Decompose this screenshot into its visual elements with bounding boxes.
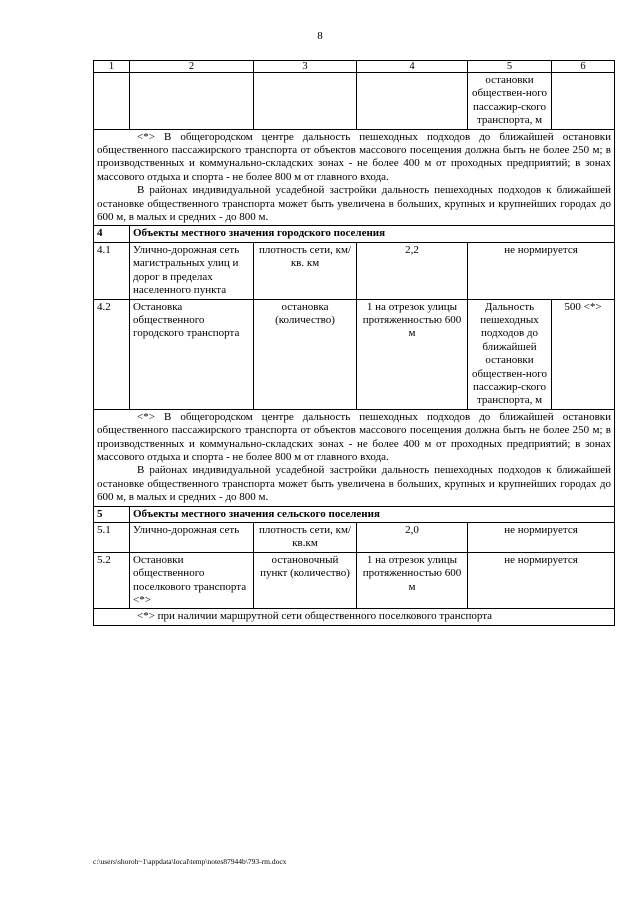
col-num-5: 5 bbox=[468, 61, 552, 73]
column-number-row bbox=[94, 61, 615, 73]
section-4-header bbox=[94, 226, 615, 242]
note-1-paragraph-2: В районах индивидуальной усадебной застройки дальность пешеходных подходов к ближайшей остановке общественного транспорта может быть увеличена в больших, крупных и крупнейших городах до 600 м, в малых и средних - до 800 м. bbox=[97, 184, 611, 224]
section-4-title: Объекты местного значения городского поселения bbox=[130, 226, 615, 242]
row-4-2-num: 4.2 bbox=[94, 299, 130, 409]
table-row bbox=[94, 523, 615, 553]
row-4-2-access-label: Дальность пешеходных подходов до ближайшей остановки обществен-ного пассажир-ского транспорта, м bbox=[468, 299, 552, 409]
section-5-note-row bbox=[94, 609, 615, 625]
row-5-2-access: не нормируется bbox=[468, 552, 615, 609]
section-5-header bbox=[94, 506, 615, 522]
row-5-1-value: 2,0 bbox=[357, 523, 468, 553]
section-4-num: 4 bbox=[94, 226, 130, 242]
continued-access-label: остановки обществен-ного пассажир-ского транспорта, м bbox=[468, 73, 552, 130]
note-2-paragraph-2: В районах индивидуальной усадебной застройки дальность пешеходных подходов к ближайшей остановке общественного транспорта может быть увеличена в больших, крупных и крупнейших городах до 600 м, в малых и средних - до 800 м. bbox=[97, 464, 611, 504]
table-row bbox=[94, 242, 615, 299]
row-5-2-name: Остановки общественного поселкового транспорта <*> bbox=[130, 552, 254, 609]
row-4-1-access: не нормируется bbox=[468, 242, 615, 299]
section-5-title: Объекты местного значения сельского поселения bbox=[130, 506, 615, 522]
row-4-2-value: 1 на отрезок улицы протяженностью 600 м bbox=[357, 299, 468, 409]
row-4-2-indicator: остановка (количество) bbox=[254, 299, 357, 409]
row-5-2-indicator: остановочный пункт (количество) bbox=[254, 552, 357, 609]
col-num-3: 3 bbox=[254, 61, 357, 73]
row-5-1-indicator: плотность сети, км/кв.км bbox=[254, 523, 357, 553]
row-5-1-num: 5.1 bbox=[94, 523, 130, 553]
row-4-1-indicator: плотность сети, км/кв. км bbox=[254, 242, 357, 299]
norms-table bbox=[93, 60, 615, 626]
page-number: 8 bbox=[317, 30, 323, 42]
section-5-num: 5 bbox=[94, 506, 130, 522]
row-5-1-name: Улично-дорожная сеть bbox=[130, 523, 254, 553]
row-5-2-value: 1 на отрезок улицы протяженностью 600 м bbox=[357, 552, 468, 609]
row-4-1-value: 2,2 bbox=[357, 242, 468, 299]
row-5-2-num: 5.2 bbox=[94, 552, 130, 609]
footer-file-path: c:\users\shoroh~1\appdata\local\temp\notes87944b\793-rm.docx bbox=[93, 857, 287, 866]
col-num-1: 1 bbox=[94, 61, 130, 73]
note-2-paragraph-1: <*> В общегородском центре дальность пешеходных подходов до ближайшей остановки общественного пассажирского транспорта от объектов массового посещения должна быть не более 250 м; в производственных и коммунально-складских зонах - не более 400 м от проходных предприятий; в зонах массового отдыха и спорта - не более 800 м от главного входа. bbox=[97, 410, 611, 463]
row-5-1-access: не нормируется bbox=[468, 523, 615, 553]
col-num-6: 6 bbox=[552, 61, 615, 73]
table-row bbox=[94, 299, 615, 409]
row-4-2-name: Остановка общественного городского транспорта bbox=[130, 299, 254, 409]
note-row-1 bbox=[94, 129, 615, 226]
table-row bbox=[94, 552, 615, 609]
continued-row bbox=[94, 73, 615, 130]
section-5-note: <*> при наличии маршрутной сети общественного поселкового транспорта bbox=[137, 610, 493, 623]
row-4-1-num: 4.1 bbox=[94, 242, 130, 299]
row-4-2-access-value: 500 <*> bbox=[552, 299, 615, 409]
row-4-1-name: Улично-дорожная сеть магистральных улиц и дорог в пределах населенного пункта bbox=[130, 242, 254, 299]
col-num-4: 4 bbox=[357, 61, 468, 73]
col-num-2: 2 bbox=[130, 61, 254, 73]
note-1-paragraph-1: <*> В общегородском центре дальность пешеходных подходов до ближайшей остановки общественного пассажирского транспорта от объектов массового посещения должна быть не более 250 м; в производственных и коммунально-складских зонах - не более 400 м от проходных предприятий; в зонах массового отдыха и спорта - не более 800 м от главного входа. bbox=[97, 130, 611, 183]
note-row-2 bbox=[94, 409, 615, 506]
